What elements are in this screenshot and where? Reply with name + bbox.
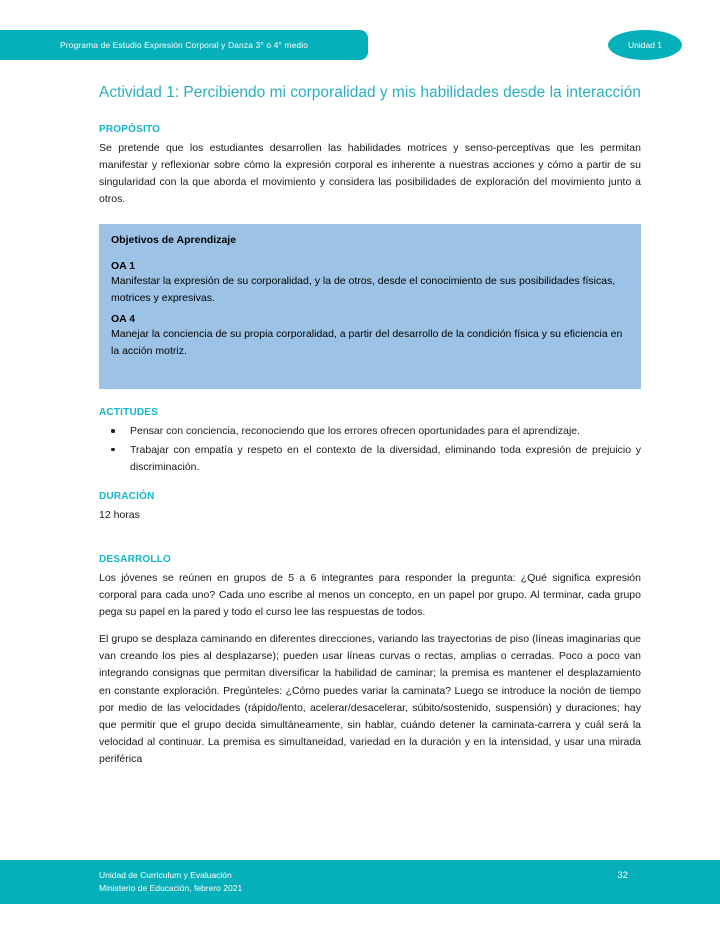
spacer <box>99 389 641 407</box>
section-proposito <box>99 124 641 208</box>
section-heading-proposito: PROPÓSITO <box>99 124 161 135</box>
section-desarrollo <box>99 554 641 768</box>
page-number: 32 <box>617 870 628 881</box>
learning-objective-item <box>111 313 629 360</box>
page-title: Actividad 1: Percibiendo mi corporalidad y mis habilidades desde la interacción <box>99 84 641 101</box>
page-content <box>99 82 641 768</box>
learning-objectives-box <box>99 224 641 389</box>
footer-text <box>99 869 242 895</box>
unit-badge <box>608 30 682 60</box>
proposito-text: Se pretende que los estudiantes desarrollen las habilidades motrices y senso-perceptivas que les permitan manifestar y reflexionar sobre cómo la expresión corporal es inherente a nuestras acciones y cómo a partir de su singularidad con la que aborda el movimiento y considera las posibilidades de exploración del movimiento junto a otros. <box>99 142 641 206</box>
section-heading-duracion: DURACIÓN <box>99 490 155 502</box>
section-heading-desarrollo: DESARROLLO <box>99 553 171 565</box>
oa-code: OA 1 <box>111 260 136 273</box>
oa-description: Manifestar la expresión de su corporalidad, y la de otros, desde el conocimiento de sus posibilidades físicas, motrices y expresivas. <box>111 275 616 305</box>
oa-code: OA 4 <box>111 313 136 326</box>
footer-line-2: Ministerio de Educación, febrero 2021 <box>99 882 243 893</box>
section-duracion <box>99 491 641 524</box>
page-header <box>0 30 720 60</box>
program-banner <box>0 30 368 60</box>
bullet-dot-icon <box>111 448 115 452</box>
spacer <box>99 621 641 631</box>
desarrollo-paragraph: El grupo se desplaza caminando en diferentes direcciones, variando las trayectorias de piso (líneas imaginarias que van creando los pies al desplazarse); pueden usar líneas curvas o rectas, amplias o cerradas. Poco a poco van integrando consignas que permitan diversificar la habilidad de caminar; la premisa es mantener el desplazamiento en constante exploración. Pregúnteles: ¿Cómo puedes variar la caminata? Luego se introduce la noción de tiempo por medio de las velocidades (rápido/lento, acelerar/desacelerar, súbito/sostenido, suspensión) y duraciones; hay que permitir que el grupo decida simultáneamente, sin hablar, cuándo detener la caminata-carrera y cuál será la velocidad al continuar. La premisa es simultaneidad, variedad en la duración y en la intensidad, y usar una mirada periférica <box>99 633 641 765</box>
desarrollo-paragraph: Los jóvenes se reúnen en grupos de 5 a 6 integrantes para responder la pregunta: ¿Qué significa expresión corporal para cada uno? Cada uno escribe al menos un concepto, en un papel por grupo. Al terminar, cada grupo pega su papel en la pared y todo el curso lee las respuestas de todos. <box>99 571 641 619</box>
oa-description: Manejar la conciencia de su propia corporalidad, a partir del desarrollo de la condición física y su eficiencia en la acción motriz. <box>111 328 623 358</box>
unit-badge-label: Unidad 1 <box>627 40 663 50</box>
duracion-text: 12 horas <box>99 508 140 521</box>
section-heading-actitudes: ACTITUDES <box>99 407 159 419</box>
bullet-dot-icon <box>111 429 115 433</box>
list-item-text: Pensar con conciencia, reconociendo que los errores ofrecen oportunidades para el aprendizaje. <box>130 425 581 438</box>
list-item-text: Trabajar con empatía y respeto en el contexto de la diversidad, eliminando toda expresión de prejuicio y discriminación. <box>130 443 641 473</box>
spacer <box>99 524 641 554</box>
actitudes-list <box>99 423 641 475</box>
footer-line-1: Unidad de Curriculum y Evaluación <box>99 870 232 880</box>
page-footer <box>0 860 720 904</box>
program-banner-text: Programa de Estudio Expresión Corporal y Danza 3° o 4° medio <box>59 40 309 50</box>
learning-objectives-title: Objetivos de Aprendizaje <box>111 234 237 247</box>
section-actitudes <box>99 407 641 475</box>
list-item <box>99 442 641 476</box>
spacer <box>99 477 641 491</box>
list-item <box>99 423 641 440</box>
learning-objective-item <box>111 260 629 307</box>
